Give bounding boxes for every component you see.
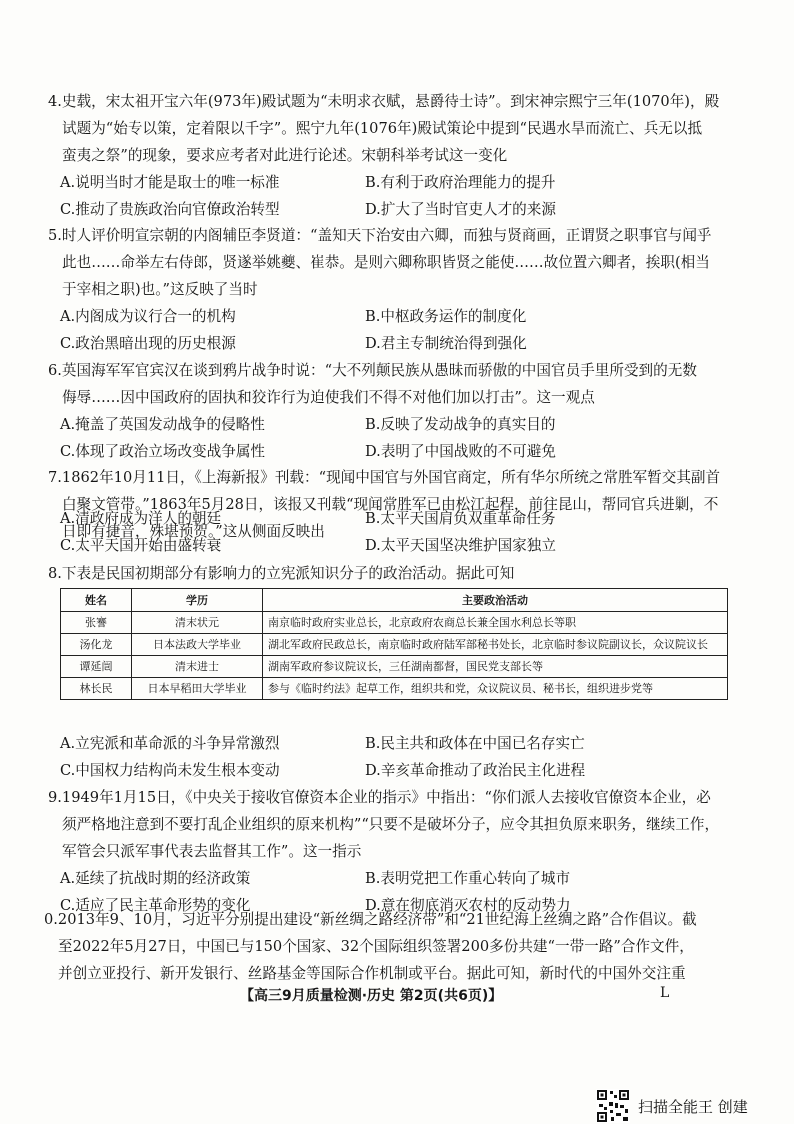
column-header: 学历 <box>132 589 263 612</box>
education-cell: 清末状元 <box>132 612 263 634</box>
activity-cell: 南京临时政府实业总长，北京政府农商总长兼全国水利总长等职 <box>263 612 728 634</box>
question-line: 日即有捷音，殊堪预贺。”这从侧面反映出 <box>62 523 325 540</box>
column-header: 主要政治活动 <box>263 589 728 612</box>
option-c[interactable]: C.推动了贵族政治向官僚政治转型 <box>60 201 280 218</box>
option-d[interactable]: D.太平天国坚决维护国家独立 <box>365 537 556 554</box>
question-line: 此也……命举左右侍郎，贤遂举姚夔、崔恭。是则六卿称职皆贤之能使……故位置六卿者，挨职(相当 <box>62 254 710 271</box>
question-line: 蛮夷之祭”的现象，要求应考者对此进行论述。宋朝科举考试这一变化 <box>62 147 508 164</box>
options <box>48 411 758 465</box>
column-header: 姓名 <box>61 589 132 612</box>
option-c[interactable]: C.政治黑暗出现的历史根源 <box>60 335 236 352</box>
name-cell: 林长民 <box>61 678 132 700</box>
question-5 <box>48 222 758 357</box>
question-line: 4.史载，宋太祖开宝六年(973年)殿试题为“未明求衣赋，悬爵待士诗”。到宋神宗熙宁三年(1070年)，殿 <box>48 93 720 110</box>
option-c[interactable]: C.体现了政治立场改变战争属性 <box>60 443 266 460</box>
option-c[interactable]: C.中国权力结构尚未发生根本变动 <box>60 762 280 779</box>
options <box>48 303 758 357</box>
option-a[interactable]: A.内阁成为议行合一的机构 <box>60 308 236 325</box>
question-8 <box>48 560 758 587</box>
education-cell: 清末进士 <box>132 656 263 678</box>
question-line: 0.2013年9、10月，习近平分别提出建设“新丝绸之路经济带”和“21世纪海上丝绸之路”合作倡议。截 <box>44 911 697 928</box>
option-d[interactable]: D.表明了中国战败的不可避免 <box>365 443 556 460</box>
question-line: 白聚文管带。”1863年5月28日，该报又刊载“现闻常胜军已由松江起程，前往昆山，帮同官兵进剿，不 <box>62 496 719 513</box>
question-line: 军管会只派军事代表去监督其工作”。这一指示 <box>62 843 362 860</box>
question-8-options <box>48 730 758 784</box>
name-cell: 谭延闿 <box>61 656 132 678</box>
activity-cell: 湖南军政府参议院议长，三任湖南都督，国民党支部长等 <box>263 656 728 678</box>
question-line: 侮辱……因中国政府的固执和狡诈行为迫使我们不得不对他们加以打击”。这一观点 <box>62 389 595 406</box>
option-a[interactable]: A.延续了抗战时期的经济政策 <box>60 870 251 887</box>
option-b[interactable]: B.反映了发动战争的真实目的 <box>365 416 556 433</box>
question-line: 7.1862年10月11日，《上海新报》刊载：“现闻中国官与外国官商定，所有华尔所统之常胜军暂交其副首 <box>48 469 721 486</box>
option-a[interactable]: A.说明当时才能是取士的唯一标准 <box>60 174 280 191</box>
table-row <box>61 678 728 700</box>
question-line: 5.时人评价明宣宗朝的内阁辅臣李贤道：“盖知天下治安由六卿，而独与贤商画，正谓贤之职事官与闻乎 <box>48 227 712 244</box>
question-line: 6.英国海军军官宾汉在谈到鸦片战争时说：“大不列颠民族从愚昧而骄傲的中国官员手里所受到的无数 <box>48 362 697 379</box>
question-line: 8.下表是民国初期部分有影响力的立宪派知识分子的政治活动。据此可知 <box>48 565 515 582</box>
scanner-watermark: 扫描全能王 创建 <box>638 1098 748 1116</box>
option-c[interactable]: C.适应了民主革命形势的变化 <box>60 897 251 914</box>
page-footer: 【高三9月质量检测·历史 第2页(共6页)】 <box>240 988 503 1004</box>
education-cell: 日本法政大学毕业 <box>132 634 263 656</box>
options <box>48 505 758 559</box>
table-header-row <box>61 589 728 612</box>
question-line: 至2022年5月27日，中国已与150个国家、32个国际组织签署200多份共建“一带一路”合作文件， <box>58 938 694 955</box>
question-line: 9.1949年1月15日，《中央关于接收官僚资本企业的指示》中指出：“你们派人去接收官僚资本企业，必 <box>48 789 711 806</box>
question-line: 须严格地注意到不要打乱企业组织的原来机构”“只要不是破坏分子，应令其担负原来职务，继续工作， <box>62 816 720 833</box>
table-row <box>61 656 728 678</box>
options <box>48 169 758 223</box>
politics-table <box>60 588 728 700</box>
table-row <box>61 612 728 634</box>
option-b[interactable]: B.有利于政府治理能力的提升 <box>365 174 556 191</box>
question-9 <box>48 784 758 919</box>
option-b[interactable]: B.民主共和政体在中国已名存实亡 <box>365 735 585 752</box>
question-4 <box>48 88 758 223</box>
qr-code-icon <box>596 1089 630 1123</box>
option-d[interactable]: D.辛亥革命推动了政治民主化进程 <box>365 762 586 779</box>
table-row <box>61 634 728 656</box>
question-6 <box>48 357 758 465</box>
option-b[interactable]: B.表明党把工作重心转向了城市 <box>365 870 571 887</box>
question-7-options <box>48 505 758 559</box>
option-a[interactable]: A.清政府成为洋人的朝廷 <box>60 510 222 527</box>
option-d[interactable]: D.扩大了当时官吏人才的来源 <box>365 201 556 218</box>
version-mark: L <box>660 985 670 1001</box>
activity-cell: 湖北军政府民政总长，南京临时政府陆军部秘书处长，北京临时参议院副议长，众议院议长 <box>263 634 728 656</box>
option-b[interactable]: B.中枢政务运作的制度化 <box>365 308 527 325</box>
option-a[interactable]: A.立宪派和革命派的斗争异常激烈 <box>60 735 280 752</box>
options <box>48 730 758 784</box>
option-d[interactable]: D.君主专制统治得到强化 <box>365 335 527 352</box>
option-b[interactable]: B.太平天国肩负双重革命任务 <box>365 510 556 527</box>
question-line: 试题为“始专以策，定着限以千字”。熙宁九年(1076年)殿试策论中提到“民遇水旱而流亡、兵无以抵 <box>62 120 703 137</box>
question-line: 于宰相之职)也。”这反映了当时 <box>62 281 258 298</box>
education-cell: 日本早稻田大学毕业 <box>132 678 263 700</box>
activity-cell: 参与《临时约法》起草工作，组织共和党，众议院议员、秘书长，组织进步党等 <box>263 678 728 700</box>
option-d[interactable]: D.意在彻底消灭农村的反动势力 <box>365 897 571 914</box>
question-10 <box>44 906 754 987</box>
option-a[interactable]: A.掩盖了英国发动战争的侵略性 <box>60 416 265 433</box>
question-line: 并创立亚投行、新开发银行、丝路基金等国际合作机制或平台。据此可知，新时代的中国外交注重 <box>58 965 686 982</box>
option-c[interactable]: C.太平天国开始由盛转衰 <box>60 537 222 554</box>
name-cell: 汤化龙 <box>61 634 132 656</box>
name-cell: 张謇 <box>61 612 132 634</box>
